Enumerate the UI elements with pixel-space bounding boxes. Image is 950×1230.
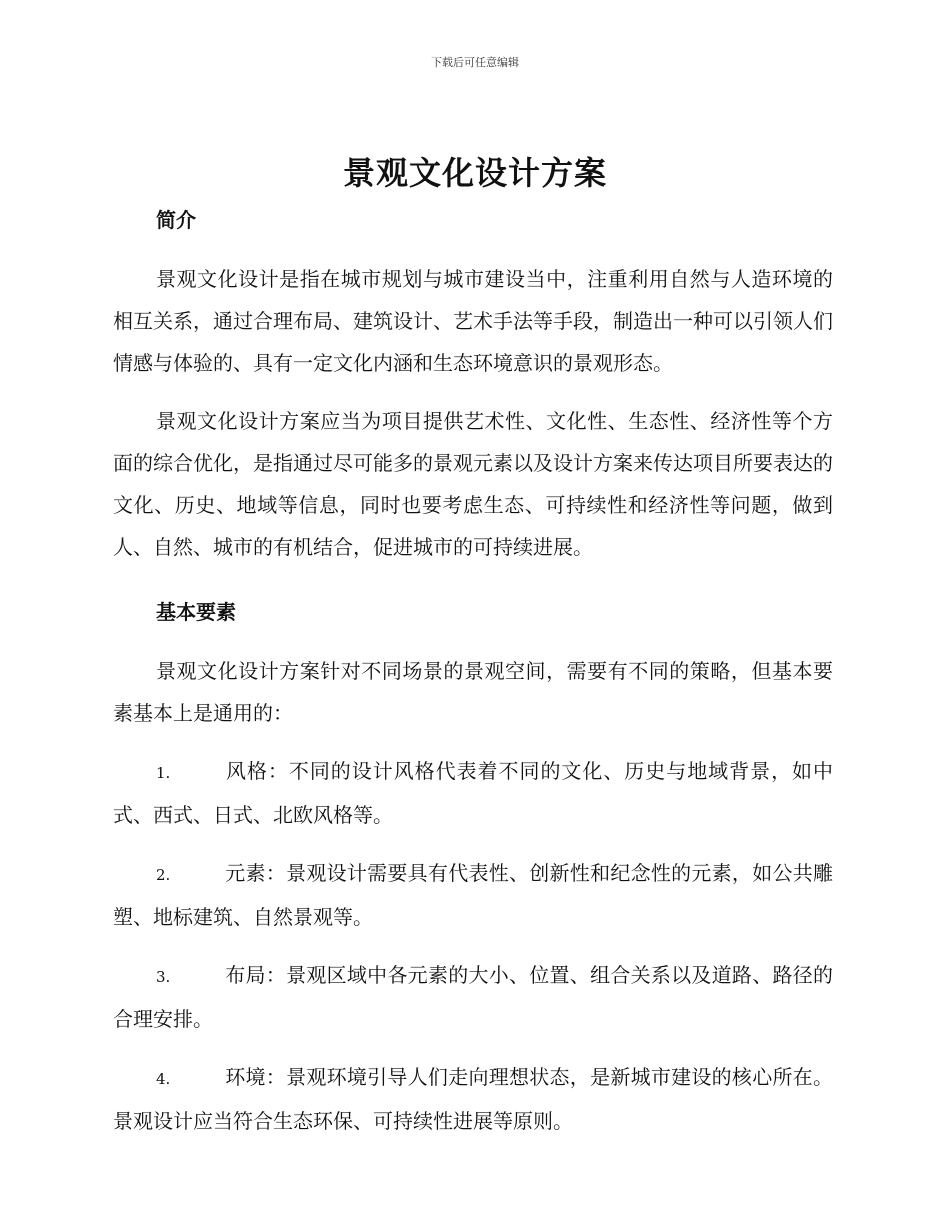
list-item: [113, 954, 833, 1040]
page-header: 下载后可任意编辑: [431, 56, 519, 69]
list-item-text: 布局：景观区域中各元素的大小、位置、组合关系以及道路、路径的合理安排。: [113, 963, 833, 1031]
document-title: 景观文化设计方案: [342, 154, 607, 192]
list-item: [113, 852, 833, 938]
intro-paragraph-2: 景观文化设计方案应当为项目提供艺术性、文化性、生态性、经济性等个方面的综合优化，是指通过尽可能多的景观元素以及设计方案来传达项目所要表达的文化、历史、地域等信息，同时也要考虑生态、可持续性和经济性等问题，做到人、自然、城市的有机结合，促进城市的可持续进展。: [113, 409, 833, 559]
list-item-number: 4.: [156, 1070, 171, 1088]
section-heading-basic-elements: 基本要素: [156, 600, 236, 624]
list-item: [113, 750, 833, 836]
list-item-text: 风格：不同的设计风格代表着不同的文化、历史与地域背景，如中式、西式、日式、北欧风格等。: [113, 759, 833, 827]
intro-paragraph-1: 景观文化设计是指在城市规划与城市建设当中，注重利用自然与人造环境的相互关系，通过合理布局、建筑设计、艺术手法等手段，制造出一种可以引领人们情感与体验的、具有一定文化内涵和生态环境意识的景观形态。: [113, 267, 833, 375]
list-item-text: 环境：景观环境引导人们走向理想状态，是新城市建设的核心所在。景观设计应当符合生态环保、可持续性进展等原则。: [113, 1065, 833, 1133]
section-heading-intro: 简介: [156, 208, 196, 232]
list-item-number: 1.: [156, 764, 171, 782]
basic-elements-paragraph: 景观文化设计方案针对不同场景的景观空间，需要有不同的策略，但基本要素基本上是通用的：: [113, 659, 833, 725]
list-item: [113, 1056, 833, 1142]
list-item-number: 2.: [156, 866, 171, 884]
list-item-text: 元素：景观设计需要具有代表性、创新性和纪念性的元素，如公共雕塑、地标建筑、自然景观等。: [113, 861, 833, 929]
document-body: [113, 198, 833, 1142]
list-item-number: 3.: [156, 968, 171, 986]
